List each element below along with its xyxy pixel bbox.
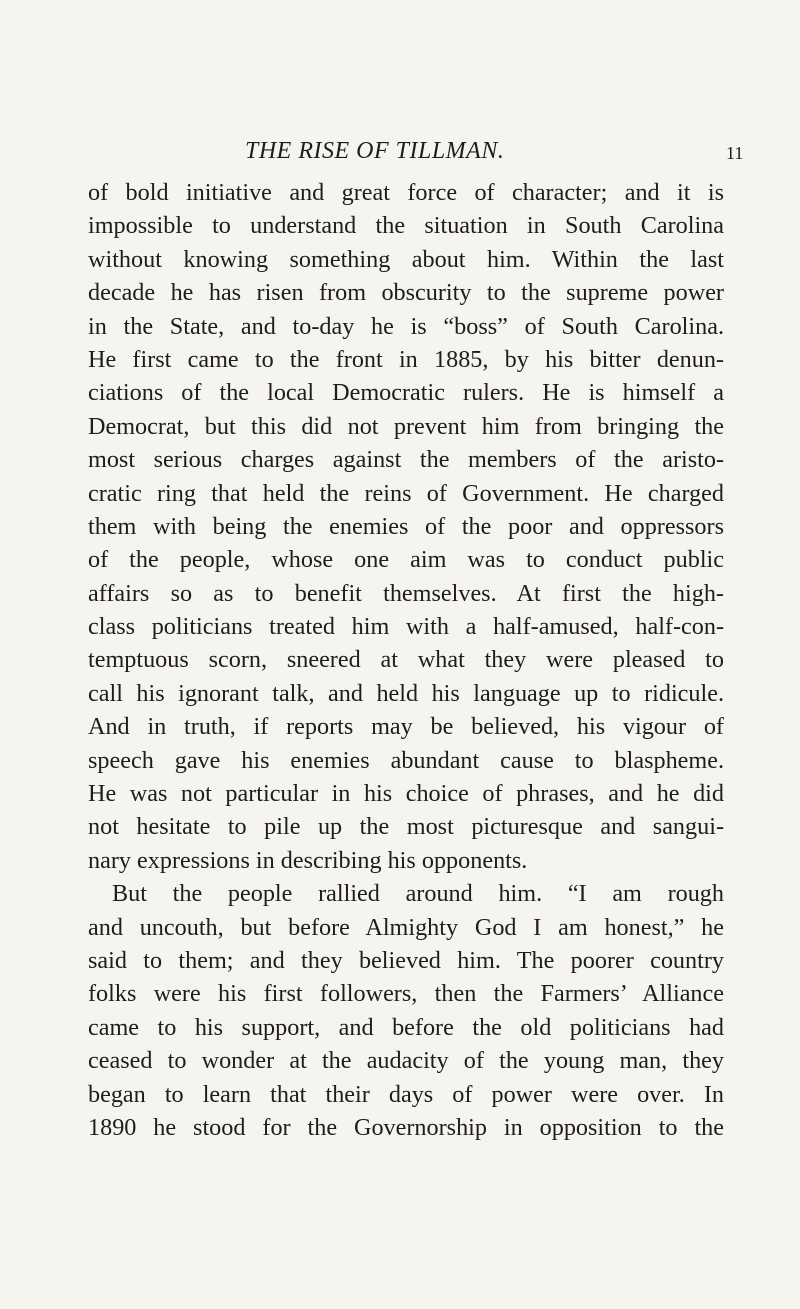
- text-line: He first came to the front in 1885, by his bitter denun-: [88, 345, 724, 373]
- text-line: call his ignorant talk, and held his language up to ridicule.: [88, 679, 724, 707]
- text-line: impossible to understand the situation in South Carolina: [88, 212, 724, 240]
- text-line: Democrat, but this did not prevent him from bringing the: [88, 412, 724, 440]
- text-line: He was not particular in his choice of phrases, and he did: [88, 780, 724, 808]
- text-line: temptuous scorn, sneered at what they were pleased to: [88, 646, 724, 674]
- text-line: decade he has risen from obscurity to the supreme power: [88, 279, 724, 307]
- text-line: of bold initiative and great force of character; and it is: [88, 179, 724, 206]
- text-line: said to them; and they believed him. The poorer country: [88, 946, 724, 974]
- text-line: came to his support, and before the old politicians had: [88, 1013, 724, 1041]
- page-number: 11: [726, 143, 744, 163]
- text-line: of the people, whose one aim was to conduct public: [88, 546, 724, 574]
- text-line: 1890 he stood for the Governorship in opposition to the: [88, 1113, 724, 1141]
- text-line: affairs so as to benefit themselves. At first the high-: [88, 579, 724, 607]
- text-line: But the people rallied around him. “I am rough: [112, 880, 724, 908]
- text-line: speech gave his enemies abundant cause to blaspheme.: [88, 746, 724, 774]
- text-line: nary expressions in describing his opponents.: [88, 846, 528, 874]
- text-line: began to learn that their days of power were over. In: [88, 1080, 724, 1108]
- text-line: ceased to wonder at the audacity of the young man, they: [88, 1047, 724, 1075]
- text-line: cratic ring that held the reins of Government. He charged: [88, 479, 724, 507]
- text-line: ciations of the local Democratic rulers. He is himself a: [88, 379, 724, 407]
- text-line: class politicians treated him with a half-amused, half-con-: [88, 613, 724, 641]
- body-text: [88, 176, 724, 1144]
- text-line: in the State, and to-day he is “boss” of South Carolina.: [88, 312, 724, 340]
- text-line: most serious charges against the members of the aristo-: [88, 446, 724, 474]
- text-line: And in truth, if reports may be believed, his vigour of: [88, 713, 724, 741]
- text-line: and uncouth, but before Almighty God I am honest,” he: [88, 913, 724, 941]
- running-title: THE RISE OF TILLMAN.: [245, 138, 505, 164]
- text-line: without knowing something about him. Within the last: [88, 245, 724, 273]
- text-line: them with being the enemies of the poor and oppressors: [88, 512, 724, 540]
- text-line: not hesitate to pile up the most picturesque and sangui-: [88, 813, 724, 841]
- text-line: folks were his first followers, then the Farmers’ Alliance: [88, 980, 724, 1008]
